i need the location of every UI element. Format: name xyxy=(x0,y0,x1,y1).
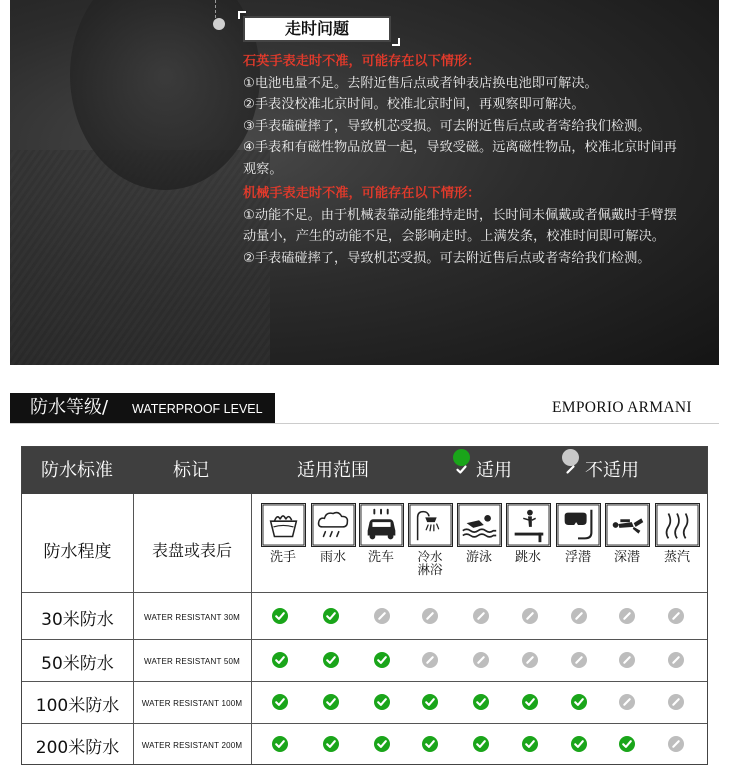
grid-line xyxy=(22,723,707,724)
quartz-item: ②手表没校准北京时间。校准北京时间，再观察即可解决。 xyxy=(243,97,585,112)
faq-title-box xyxy=(243,16,391,42)
activity-scuba xyxy=(604,503,650,565)
activity-snorkel xyxy=(555,503,601,565)
applicable-check-icon xyxy=(522,736,538,752)
check-icon xyxy=(453,449,470,466)
applicable-check-icon xyxy=(571,736,587,752)
level-title-zh: 防水等级/ xyxy=(30,397,109,418)
applicable-check-icon xyxy=(323,694,339,710)
scuba-diver-icon xyxy=(605,503,650,547)
faq-panel xyxy=(10,0,719,365)
not-applicable-icon xyxy=(522,652,538,668)
waterproof-level-banner xyxy=(10,393,275,423)
not-applicable-icon xyxy=(422,652,438,668)
watch-crown-dot xyxy=(213,18,225,30)
not-applicable-icon xyxy=(619,652,635,668)
activity-label: 深潜 xyxy=(613,550,640,565)
applicable-check-icon xyxy=(323,608,339,624)
activity-label: 洗车 xyxy=(367,550,394,565)
level-title-en: WATERPROOF LEVEL xyxy=(132,402,263,416)
applicable-check-icon xyxy=(323,652,339,668)
activity-label: 蒸汽 xyxy=(663,550,690,565)
applicable-check-icon xyxy=(422,694,438,710)
not-applicable-icon xyxy=(619,694,635,710)
quartz-heading: 石英手表走时不准，可能存在以下情形： xyxy=(243,54,481,69)
not-applicable-icon xyxy=(619,608,635,624)
hand-wash-icon xyxy=(261,503,306,547)
row-level: 50米防水 xyxy=(41,654,114,674)
activity-rain xyxy=(310,503,356,565)
applicable-check-icon xyxy=(374,694,390,710)
title-corner-deco xyxy=(392,38,400,46)
not-applicable-icon xyxy=(473,608,489,624)
shower-icon xyxy=(408,503,453,547)
applicable-check-icon xyxy=(571,694,587,710)
steam-icon xyxy=(655,503,700,547)
activity-shower xyxy=(407,503,453,576)
mechanical-heading: 机械手表走时不准，可能存在以下情形： xyxy=(243,186,481,201)
mechanical-item: ②手表磕碰摔了，导致机芯受损。可去附近售后点或者寄给我们检测。 xyxy=(243,250,651,266)
activity-label: 冷水 淋浴 xyxy=(417,549,443,577)
activity-label: 游泳 xyxy=(465,550,492,565)
grid-line xyxy=(22,639,707,640)
header-standard: 防水标准 xyxy=(41,460,113,481)
row-level: 200米防水 xyxy=(35,738,120,758)
applicable-check-icon xyxy=(272,736,288,752)
legend-applicable-label: 适用 xyxy=(476,460,512,481)
applicable-check-icon xyxy=(374,652,390,668)
not-applicable-icon xyxy=(571,608,587,624)
legend-not-applicable-label: 不适用 xyxy=(585,460,639,481)
applicable-check-icon xyxy=(272,652,288,668)
applicable-check-icon xyxy=(619,736,635,752)
applicable-check-icon xyxy=(374,736,390,752)
applicable-check-icon xyxy=(272,694,288,710)
row-level: 100米防水 xyxy=(35,696,120,716)
activity-steam xyxy=(654,503,700,565)
row-mark: WATER RESISTANT 100M xyxy=(141,699,243,708)
grid-line xyxy=(22,592,707,593)
not-applicable-icon xyxy=(668,694,684,710)
not-applicable-icon xyxy=(668,652,684,668)
quartz-item: ③手表磕碰摔了，导致机芯受损。可去附近售后点或者寄给我们检测。 xyxy=(243,118,651,134)
not-applicable-icon xyxy=(571,652,587,668)
activity-diving xyxy=(505,503,551,565)
mechanical-item: ①动能不足。由于机械表靠动能维持走时，长时间未佩戴或者佩戴时手臂摆动量小，产生的动能不足，会影响走时。上满发条，校准时间即可解决。 xyxy=(243,207,677,244)
header-scope: 适用范围 xyxy=(297,460,369,481)
applicable-check-icon xyxy=(272,608,288,624)
activity-hand-wash xyxy=(260,503,306,565)
snorkel-mask-icon xyxy=(556,503,601,547)
subheader-degree: 防水程度 xyxy=(43,542,112,562)
not-applicable-icon xyxy=(668,736,684,752)
quartz-item: ①电池电量不足。去附近售后点或者钟表店换电池即可解决。 xyxy=(243,75,598,91)
row-mark: WATER RESISTANT 30M xyxy=(144,613,240,622)
not-applicable-icon xyxy=(473,652,489,668)
faq-title: 走时问题 xyxy=(284,19,349,38)
subheader-dial: 表盘或表后 xyxy=(151,541,232,560)
legend-not-applicable xyxy=(562,447,639,494)
activity-label: 洗手 xyxy=(269,550,296,565)
car-wash-icon xyxy=(359,503,404,547)
row-level: 30米防水 xyxy=(41,610,114,630)
activity-label: 雨水 xyxy=(319,550,346,565)
waterproof-table xyxy=(21,446,708,765)
activity-label: 浮潜 xyxy=(564,550,591,565)
not-applicable-icon xyxy=(422,608,438,624)
applicable-check-icon xyxy=(473,694,489,710)
activity-label: 跳水 xyxy=(514,550,541,565)
divider xyxy=(10,423,719,424)
table-header xyxy=(22,447,707,494)
activity-car-wash xyxy=(358,503,404,565)
watch-pointer-line xyxy=(215,0,216,18)
not-applicable-icon xyxy=(374,608,390,624)
not-applicable-icon xyxy=(522,608,538,624)
header-mark: 标记 xyxy=(173,460,209,481)
brand-logo: EMPORIO ARMANI xyxy=(552,399,692,416)
applicable-check-icon xyxy=(422,736,438,752)
legend-applicable xyxy=(453,447,512,494)
swimming-icon xyxy=(457,503,502,547)
activity-swimming xyxy=(456,503,502,565)
applicable-check-icon xyxy=(522,694,538,710)
quartz-item: ④手表和有磁性物品放置一起，导致受磁。远离磁性物品，校准北京时间再观察。 xyxy=(243,140,677,177)
not-applicable-icon xyxy=(562,449,579,466)
faq-text xyxy=(243,51,683,269)
applicable-check-icon xyxy=(323,736,339,752)
not-applicable-icon xyxy=(668,608,684,624)
row-mark: WATER RESISTANT 200M xyxy=(141,741,243,750)
diving-board-icon xyxy=(506,503,551,547)
applicable-check-icon xyxy=(473,736,489,752)
rain-cloud-icon xyxy=(311,503,356,547)
grid-line xyxy=(22,681,707,682)
row-mark: WATER RESISTANT 50M xyxy=(144,657,240,666)
